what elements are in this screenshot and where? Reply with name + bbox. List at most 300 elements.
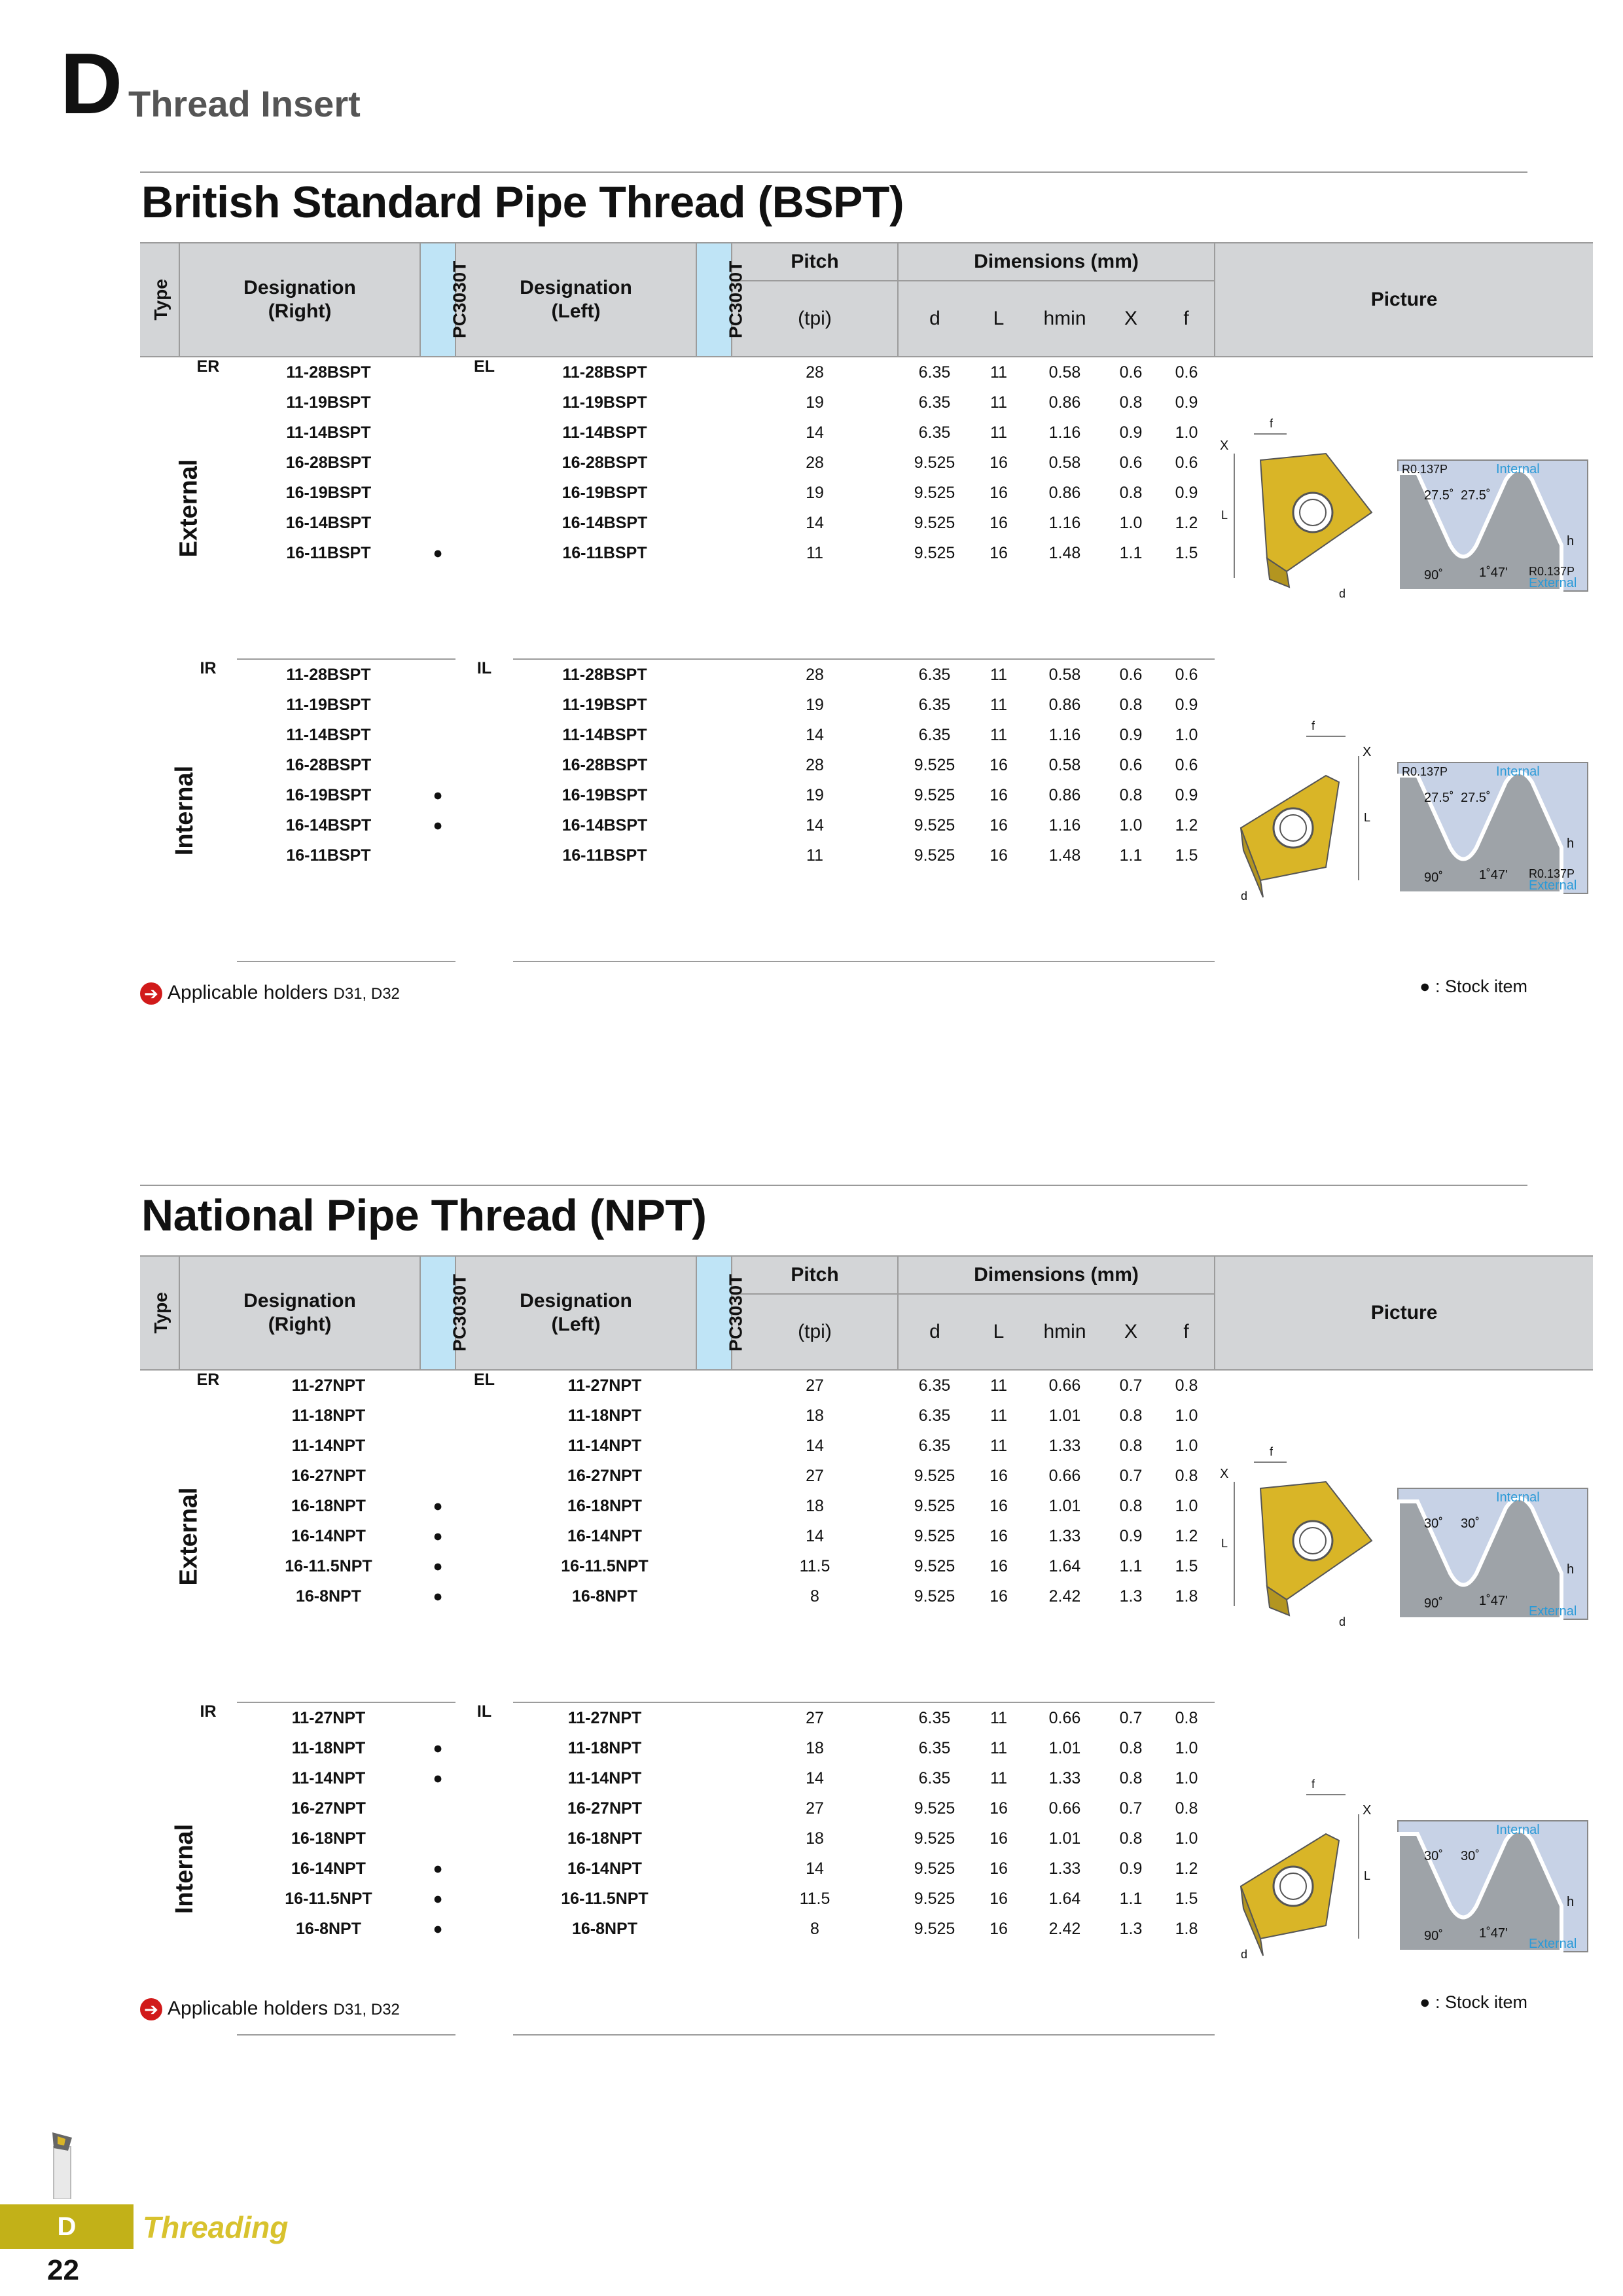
stock-mark-left bbox=[696, 720, 732, 750]
empty-dim-cell bbox=[1103, 1611, 1158, 1641]
pitch-value: 11.5 bbox=[799, 1889, 830, 1908]
empty-stock-cell bbox=[420, 1974, 455, 2004]
pitch-value: 27 bbox=[806, 1708, 824, 1727]
dim-d-value: 9.525 bbox=[914, 846, 955, 865]
empty-dim-cell bbox=[1103, 568, 1158, 598]
type-code-right: IR bbox=[200, 659, 217, 677]
dim-x-value: 1.1 bbox=[1119, 1889, 1143, 1908]
dim-d-value: 9.525 bbox=[914, 816, 955, 834]
empty-dim-cell bbox=[898, 1611, 971, 1641]
angle-right-label: 30˚ bbox=[1461, 1516, 1480, 1531]
empty-cell bbox=[513, 1611, 696, 1641]
stock-mark-left bbox=[696, 1702, 732, 1733]
table-row bbox=[140, 659, 1593, 690]
dim-hmin-value: 1.16 bbox=[1048, 423, 1081, 442]
thread-diagram bbox=[1215, 1436, 1620, 1632]
dim-header-x: X bbox=[1103, 1294, 1158, 1370]
taper-angle-label: 1˚47' bbox=[1479, 565, 1508, 580]
pitch-value: 14 bbox=[806, 513, 824, 532]
dim-f-value: 0.9 bbox=[1175, 785, 1198, 804]
empty-stock-cell bbox=[696, 2004, 732, 2035]
pitch-value: 14 bbox=[806, 816, 824, 834]
designation-right: 11-19BSPT bbox=[286, 393, 371, 412]
empty-dim-cell bbox=[1103, 901, 1158, 931]
dim-header-d: d bbox=[898, 1294, 971, 1370]
designation-left: 16-14BSPT bbox=[562, 816, 648, 834]
dim-hmin-value: 1.16 bbox=[1048, 816, 1081, 834]
designation-left: 11-27NPT bbox=[567, 1376, 642, 1395]
dim-hmin-value: 0.86 bbox=[1048, 393, 1081, 412]
designation-left: 16-14NPT bbox=[567, 1859, 642, 1878]
designation-left: 16-11.5NPT bbox=[561, 1556, 649, 1575]
stock-item-note: ● : Stock item bbox=[1419, 1992, 1527, 2012]
stock-mark-right: ● bbox=[433, 1919, 443, 1938]
empty-stock-cell bbox=[420, 1611, 455, 1641]
dim-f-value: 1.8 bbox=[1175, 1919, 1198, 1938]
dim-x-value: 0.8 bbox=[1119, 785, 1143, 804]
type-code-left: IL bbox=[476, 659, 492, 677]
empty-dim-cell bbox=[1026, 568, 1103, 598]
dim-x-value: 0.7 bbox=[1119, 1799, 1143, 1818]
stock-mark-left bbox=[696, 1823, 732, 1854]
thread-diagram bbox=[1215, 710, 1620, 906]
dim-x-value: 0.6 bbox=[1119, 665, 1143, 684]
stock-mark-left bbox=[696, 387, 732, 418]
empty-cell bbox=[237, 1641, 420, 1672]
type-code-left: IL bbox=[476, 1702, 492, 1721]
designation-right: 11-18NPT bbox=[291, 1406, 366, 1425]
dim-header-d: d bbox=[898, 281, 971, 357]
dim-d-value: 6.35 bbox=[918, 423, 951, 442]
dim-f-value: 1.0 bbox=[1175, 1738, 1198, 1757]
dim-d-value: 6.35 bbox=[918, 393, 951, 412]
dim-l-value: 11 bbox=[990, 725, 1007, 744]
empty-dim-cell bbox=[898, 870, 971, 901]
empty-dim-cell bbox=[1026, 2004, 1103, 2035]
internal-tag: Internal bbox=[1496, 1822, 1540, 1837]
dim-d-value: 9.525 bbox=[914, 543, 955, 562]
empty-dim-cell bbox=[1158, 1641, 1215, 1672]
pitch-value: 18 bbox=[806, 1738, 824, 1757]
empty-pitch-cell bbox=[732, 568, 898, 598]
stock-mark-left bbox=[696, 690, 732, 720]
stock-mark-left bbox=[696, 750, 732, 780]
radius-top-label: R0.137P bbox=[1402, 764, 1448, 778]
dim-d-value: 9.525 bbox=[914, 1587, 955, 1605]
dim-f-value: 1.0 bbox=[1175, 1496, 1198, 1515]
picture-cell bbox=[1215, 1370, 1593, 1702]
radius-bottom-label: R0.137P bbox=[1529, 565, 1575, 578]
pitch-value: 18 bbox=[806, 1829, 824, 1848]
dim-x-label: X bbox=[1220, 1467, 1229, 1481]
stock-mark-right bbox=[420, 840, 455, 870]
pitch-header: Pitch bbox=[732, 243, 898, 281]
empty-dim-cell bbox=[898, 1641, 971, 1672]
dim-x-value: 0.8 bbox=[1119, 1406, 1143, 1425]
dim-L-label: L bbox=[1364, 810, 1371, 824]
radius-bottom-label: R0.137P bbox=[1529, 867, 1575, 880]
dim-hmin-value: 1.01 bbox=[1048, 1829, 1081, 1848]
empty-cell bbox=[237, 901, 420, 931]
empty-stock-cell bbox=[420, 1672, 455, 1702]
dim-l-value: 11 bbox=[990, 1376, 1007, 1395]
empty-dim-cell bbox=[1103, 598, 1158, 628]
dim-f-value: 0.8 bbox=[1175, 1708, 1198, 1727]
stock-mark-left bbox=[696, 810, 732, 840]
designation-left: 11-14BSPT bbox=[562, 423, 647, 442]
dim-d-value: 9.525 bbox=[914, 1859, 955, 1878]
dim-f-value: 0.6 bbox=[1175, 665, 1198, 684]
empty-dim-cell bbox=[1158, 1944, 1215, 1974]
designation-right-header: Designation (Right) bbox=[179, 1256, 420, 1370]
empty-cell bbox=[513, 1672, 696, 1702]
empty-pitch-cell bbox=[732, 1611, 898, 1641]
dim-hmin-value: 1.16 bbox=[1048, 725, 1081, 744]
empty-cell bbox=[237, 568, 420, 598]
angle-90-label: 90˚ bbox=[1424, 1596, 1443, 1611]
dim-x-value: 0.8 bbox=[1119, 1738, 1143, 1757]
dim-f-value: 1.8 bbox=[1175, 1587, 1198, 1605]
dim-f-value: 0.9 bbox=[1175, 483, 1198, 502]
radius-top-label: R0.137P bbox=[1402, 463, 1448, 476]
stock-mark-right bbox=[420, 1461, 455, 1491]
empty-dim-cell bbox=[1158, 598, 1215, 628]
stock-mark-right: ● bbox=[433, 785, 443, 804]
external-tag: External bbox=[1529, 576, 1577, 590]
empty-cell bbox=[237, 628, 420, 659]
empty-dim-cell bbox=[1158, 870, 1215, 901]
dim-f-label: f bbox=[1270, 417, 1274, 430]
dim-header-f: f bbox=[1158, 281, 1215, 357]
dim-f-value: 1.0 bbox=[1175, 1829, 1198, 1848]
empty-cell bbox=[513, 901, 696, 931]
designation-left: 16-27NPT bbox=[567, 1466, 642, 1485]
dim-l-value: 16 bbox=[990, 1919, 1008, 1938]
section-rule bbox=[140, 1185, 1527, 1186]
designation-left: 16-11BSPT bbox=[562, 846, 647, 865]
designation-right: 11-27NPT bbox=[291, 1376, 366, 1395]
dim-d-value: 9.525 bbox=[914, 1496, 955, 1515]
thread-diagram bbox=[1215, 1768, 1620, 1965]
stock-mark-left bbox=[696, 1491, 732, 1521]
empty-dim-cell bbox=[898, 901, 971, 931]
designation-left: 11-14NPT bbox=[567, 1768, 642, 1787]
designation-left: 16-11.5NPT bbox=[561, 1889, 649, 1908]
angle-right-label: 27.5˚ bbox=[1461, 488, 1491, 503]
dim-l-value: 11 bbox=[990, 1708, 1007, 1727]
section-title-bspt: British Standard Pipe Thread (BSPT) bbox=[141, 177, 904, 227]
stock-mark-right bbox=[420, 720, 455, 750]
picture-cell bbox=[1215, 1702, 1593, 2035]
dim-x-value: 0.6 bbox=[1119, 755, 1143, 774]
dim-d-value: 6.35 bbox=[918, 1738, 951, 1757]
chapter-letter: D bbox=[60, 35, 123, 132]
dim-x-label: X bbox=[1363, 1803, 1372, 1818]
stock-mark-left bbox=[696, 448, 732, 478]
designation-right: 16-14NPT bbox=[291, 1859, 366, 1878]
applicable-holders-note: ➔ Applicable holders D31, D32 bbox=[140, 1998, 400, 2020]
stock-mark-right bbox=[420, 478, 455, 508]
stock-mark-left bbox=[696, 538, 732, 568]
threading-tool-icon bbox=[39, 2127, 85, 2199]
dim-hmin-value: 1.01 bbox=[1048, 1738, 1081, 1757]
dim-d-value: 6.35 bbox=[918, 1768, 951, 1787]
dim-x-value: 0.7 bbox=[1119, 1466, 1143, 1485]
dim-f-value: 1.0 bbox=[1175, 1768, 1198, 1787]
designation-right: 16-14BSPT bbox=[285, 816, 372, 834]
dim-L-label: L bbox=[1364, 1869, 1371, 1882]
empty-stock-cell bbox=[420, 901, 455, 931]
dim-x-value: 0.8 bbox=[1119, 483, 1143, 502]
pitch-value: 14 bbox=[806, 1526, 824, 1545]
empty-dim-cell bbox=[971, 1974, 1026, 2004]
designation-left: 16-18NPT bbox=[567, 1496, 642, 1515]
empty-dim-cell bbox=[898, 628, 971, 659]
angle-left-label: 27.5˚ bbox=[1424, 790, 1454, 805]
designation-left: 16-27NPT bbox=[567, 1799, 642, 1818]
designation-right: 16-27NPT bbox=[291, 1799, 366, 1818]
designation-left: 16-8NPT bbox=[571, 1587, 638, 1605]
designation-right: 16-28BSPT bbox=[285, 453, 372, 472]
dim-hmin-value: 1.33 bbox=[1048, 1859, 1081, 1878]
dim-l-value: 16 bbox=[990, 1526, 1008, 1545]
dim-header-x: X bbox=[1103, 281, 1158, 357]
empty-dim-cell bbox=[898, 931, 971, 961]
empty-stock-cell bbox=[696, 1611, 732, 1641]
designation-left: 16-18NPT bbox=[567, 1829, 642, 1848]
empty-dim-cell bbox=[1026, 628, 1103, 659]
empty-cell bbox=[237, 931, 420, 961]
stock-mark-right: ● bbox=[433, 1859, 443, 1878]
dim-x-label: X bbox=[1363, 744, 1372, 759]
pitch-value: 14 bbox=[806, 1859, 824, 1878]
stock-mark-left bbox=[696, 1461, 732, 1491]
dim-header-hmin: hmin bbox=[1026, 281, 1103, 357]
dim-d-label: d bbox=[1241, 1947, 1248, 1961]
type-code-right: ER bbox=[196, 357, 220, 376]
dim-d-value: 9.525 bbox=[914, 1556, 955, 1575]
arrow-right-icon: ➔ bbox=[140, 1998, 162, 2020]
applicable-holders-note: ➔ Applicable holders D31, D32 bbox=[140, 982, 400, 1005]
angle-left-label: 27.5˚ bbox=[1424, 488, 1454, 503]
stock-mark-right bbox=[420, 418, 455, 448]
designation-right: 16-11BSPT bbox=[286, 846, 371, 865]
dim-f-value: 0.6 bbox=[1175, 755, 1198, 774]
dim-l-value: 16 bbox=[990, 785, 1008, 804]
designation-right: 16-18NPT bbox=[291, 1829, 366, 1848]
dim-l-value: 16 bbox=[990, 1556, 1008, 1575]
empty-dim-cell bbox=[1103, 2004, 1158, 2035]
dim-d-value: 9.525 bbox=[914, 1466, 955, 1485]
dim-d-value: 9.525 bbox=[914, 755, 955, 774]
angle-left-label: 30˚ bbox=[1424, 1516, 1443, 1531]
dim-l-value: 11 bbox=[990, 1738, 1007, 1757]
type-header: Type bbox=[140, 243, 179, 357]
type-cell-internal: Internal bbox=[171, 1823, 199, 1914]
table-row bbox=[140, 357, 1593, 387]
designation-left: 16-19BSPT bbox=[562, 785, 648, 804]
designation-right: 11-14BSPT bbox=[286, 725, 371, 744]
chapter-tab: D bbox=[0, 2204, 134, 2249]
designation-right: 16-28BSPT bbox=[285, 755, 372, 774]
empty-dim-cell bbox=[1103, 628, 1158, 659]
empty-pitch-cell bbox=[732, 1672, 898, 1702]
empty-dim-cell bbox=[1158, 931, 1215, 961]
designation-right: 11-28BSPT bbox=[286, 665, 371, 684]
designation-right: 16-18NPT bbox=[291, 1496, 366, 1515]
table-row bbox=[140, 1370, 1593, 1401]
stock-mark-right bbox=[420, 1431, 455, 1461]
dim-d-value: 6.35 bbox=[918, 1708, 951, 1727]
pitch-value: 14 bbox=[806, 423, 824, 442]
dim-d-value: 6.35 bbox=[918, 1436, 951, 1455]
h-label: h bbox=[1567, 1562, 1575, 1577]
internal-tag: Internal bbox=[1496, 462, 1540, 476]
pitch-value: 28 bbox=[806, 665, 824, 684]
designation-left: 11-27NPT bbox=[567, 1708, 642, 1727]
designation-right: 16-11.5NPT bbox=[285, 1889, 372, 1908]
empty-stock-cell bbox=[420, 870, 455, 901]
dim-l-value: 11 bbox=[990, 1406, 1007, 1425]
dim-x-value: 1.3 bbox=[1119, 1587, 1143, 1605]
dim-x-value: 1.1 bbox=[1119, 1556, 1143, 1575]
empty-stock-cell bbox=[696, 568, 732, 598]
dim-f-label: f bbox=[1270, 1445, 1274, 1458]
grade-header-right: PC3030T bbox=[420, 1256, 455, 1370]
designation-left: 11-14BSPT bbox=[562, 725, 647, 744]
empty-pitch-cell bbox=[732, 598, 898, 628]
empty-pitch-cell bbox=[732, 1641, 898, 1672]
type-header: Type bbox=[140, 1256, 179, 1370]
dim-l-value: 16 bbox=[990, 483, 1008, 502]
designation-left-header: Designation (Left) bbox=[455, 243, 696, 357]
stock-mark-left bbox=[696, 1763, 732, 1793]
stock-mark-right bbox=[420, 1370, 455, 1401]
dim-hmin-value: 0.58 bbox=[1048, 453, 1081, 472]
dim-header-hmin: hmin bbox=[1026, 1294, 1103, 1370]
empty-dim-cell bbox=[971, 628, 1026, 659]
dim-x-label: X bbox=[1220, 439, 1229, 453]
dim-f-value: 1.0 bbox=[1175, 725, 1198, 744]
stock-mark-left bbox=[696, 357, 732, 387]
empty-dim-cell bbox=[1158, 1974, 1215, 2004]
stock-mark-right bbox=[420, 1793, 455, 1823]
dim-L-label: L bbox=[1221, 1537, 1228, 1550]
dim-x-value: 0.6 bbox=[1119, 453, 1143, 472]
stock-mark-right bbox=[420, 508, 455, 538]
dim-f-value: 1.5 bbox=[1175, 846, 1198, 865]
designation-left: 16-19BSPT bbox=[562, 483, 648, 502]
stock-mark-right bbox=[420, 1702, 455, 1733]
designation-left-header: Designation (Left) bbox=[455, 1256, 696, 1370]
stock-mark-right bbox=[420, 690, 455, 720]
pitch-value: 19 bbox=[806, 483, 824, 502]
stock-mark-right: ● bbox=[433, 1587, 443, 1605]
empty-pitch-cell bbox=[732, 1944, 898, 1974]
designation-left: 16-11BSPT bbox=[562, 543, 647, 562]
empty-stock-cell bbox=[696, 1672, 732, 1702]
external-tag: External bbox=[1529, 1936, 1577, 1951]
stock-mark-right: ● bbox=[433, 1556, 443, 1575]
empty-dim-cell bbox=[971, 2004, 1026, 2035]
dim-f-value: 1.0 bbox=[1175, 1406, 1198, 1425]
pitch-value: 11 bbox=[806, 543, 823, 562]
empty-stock-cell bbox=[420, 2004, 455, 2035]
designation-left: 11-14NPT bbox=[567, 1436, 642, 1455]
taper-angle-label: 1˚47' bbox=[1479, 1926, 1508, 1941]
empty-dim-cell bbox=[1026, 1944, 1103, 1974]
dim-x-value: 0.8 bbox=[1119, 1436, 1143, 1455]
stock-mark-right bbox=[420, 448, 455, 478]
dim-f-label: f bbox=[1311, 719, 1315, 732]
type-code-left: EL bbox=[474, 1371, 495, 1389]
stock-mark-right bbox=[420, 750, 455, 780]
empty-stock-cell bbox=[420, 628, 455, 659]
grade-header-right: PC3030T bbox=[420, 243, 455, 357]
dim-d-label: d bbox=[1339, 587, 1346, 600]
designation-right: 16-8NPT bbox=[295, 1587, 362, 1605]
dim-hmin-value: 1.01 bbox=[1048, 1406, 1081, 1425]
dim-d-value: 9.525 bbox=[914, 785, 955, 804]
dim-d-value: 6.35 bbox=[918, 363, 951, 382]
dim-hmin-value: 1.16 bbox=[1048, 513, 1081, 532]
empty-dim-cell bbox=[1158, 1611, 1215, 1641]
pitch-value: 28 bbox=[806, 363, 824, 382]
stock-mark-left bbox=[696, 1733, 732, 1763]
external-tag: External bbox=[1529, 1604, 1577, 1619]
pitch-value: 14 bbox=[806, 725, 824, 744]
empty-dim-cell bbox=[1158, 2004, 1215, 2035]
dim-hmin-value: 1.64 bbox=[1048, 1889, 1081, 1908]
empty-dim-cell bbox=[971, 1944, 1026, 1974]
empty-cell bbox=[237, 870, 420, 901]
empty-stock-cell bbox=[420, 568, 455, 598]
dim-x-value: 1.0 bbox=[1119, 816, 1143, 834]
designation-right: 11-28BSPT bbox=[286, 363, 371, 382]
type-code-left: EL bbox=[474, 357, 495, 376]
empty-stock-cell bbox=[420, 1944, 455, 1974]
empty-cell bbox=[513, 598, 696, 628]
empty-dim-cell bbox=[1026, 1611, 1103, 1641]
dim-hmin-value: 0.58 bbox=[1048, 665, 1081, 684]
empty-stock-cell bbox=[696, 1641, 732, 1672]
empty-cell bbox=[513, 2004, 696, 2035]
stock-mark-left bbox=[696, 1521, 732, 1551]
dim-hmin-value: 1.48 bbox=[1048, 543, 1081, 562]
stock-mark-right bbox=[420, 1823, 455, 1854]
angle-right-label: 30˚ bbox=[1461, 1848, 1480, 1863]
stock-mark-left bbox=[696, 780, 732, 810]
dim-f-value: 0.8 bbox=[1175, 1799, 1198, 1818]
chapter-tab-label: Threading bbox=[143, 2210, 289, 2244]
empty-stock-cell bbox=[696, 870, 732, 901]
type-code-right: IR bbox=[200, 1702, 217, 1721]
dim-d-value: 6.35 bbox=[918, 665, 951, 684]
designation-left: 16-28BSPT bbox=[562, 453, 648, 472]
dim-d-value: 9.525 bbox=[914, 1526, 955, 1545]
dim-f-value: 0.8 bbox=[1175, 1466, 1198, 1485]
dim-x-value: 0.8 bbox=[1119, 1829, 1143, 1848]
taper-angle-label: 1˚47' bbox=[1479, 1594, 1508, 1608]
empty-stock-cell bbox=[696, 931, 732, 961]
empty-dim-cell bbox=[971, 1611, 1026, 1641]
dim-d-value: 9.525 bbox=[914, 1889, 955, 1908]
table-row bbox=[140, 1702, 1593, 1733]
dim-header-l: L bbox=[971, 281, 1026, 357]
angle-right-label: 27.5˚ bbox=[1461, 790, 1491, 805]
stock-mark-right: ● bbox=[433, 1768, 443, 1787]
empty-cell bbox=[513, 628, 696, 659]
